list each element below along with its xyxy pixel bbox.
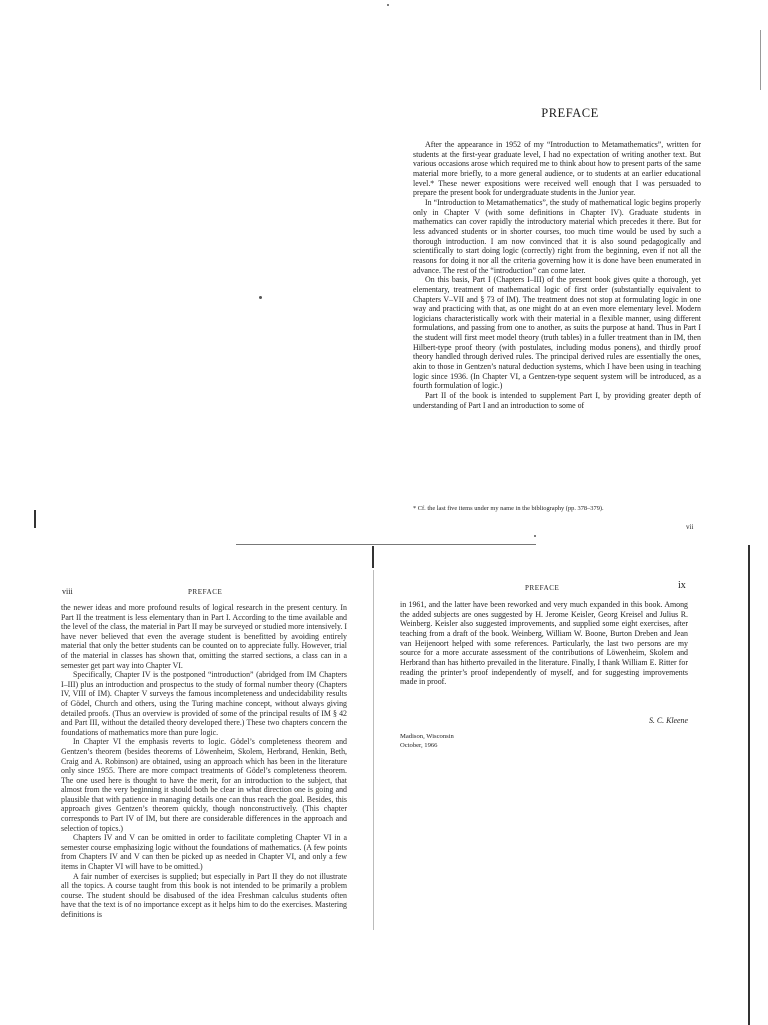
paragraph: in 1961, and the latter have been reworked and very much expanded in this book. Among the added subjects are ones suggested by H. Jerome Keisler, Georg Kreisel and Julius R. Weinberg. Keisler also suggested improvements, and supplied some eight exercises, after teaching from a draft of the book. Weinberg, William W. Boone, Burton Dreben and Jean van Heijenoort helped with some references. Particularly, the last two persons are my source for a more accurate assessment of the contributions of Löwenheim, Skolem and Herbrand than has hitherto prevailed in the literature. Finally, I thank William E. Ritter for reading the printer’s proof independently of myself, and for suggesting improvements made in proof.	[400, 600, 688, 687]
paragraph: Part II of the book is intended to supplement Part I, by providing greater depth of understanding of Part I and an introduction to some of	[413, 391, 701, 410]
scan-left-mark	[34, 510, 36, 528]
place: Madison, Wisconsin	[400, 733, 454, 740]
paragraph: In Chapter VI the emphasis reverts to logic. Gödel’s completeness theorem and Gentzen’s theorem (besides theorems of Löwenheim, Skolem, Herbrand, Henkin, Beth, Craig and A. Robinson) are obtained, using an approach which has been in the literature only since 1955. There are more compact treatments of Gödel’s completeness theorem. The one used here is thought to have the merit, for an introduction to the subject, that almost from the very beginning it should both be clear in what direction one is going and plausible that with patience in managing details one can thus reach the goal. Besides, this approach gives Gentzen’s theorem quickly, though nonconstructively. (This chapter corresponds to Part IV of IM, but there are considerable differences in the approach and selection of topics.)	[61, 737, 347, 833]
paragraph: After the appearance in 1952 of my “Introduction to Metamathematics”, written for students at the first-year graduate level, I had no expectation of writing another text. But various occasions arose which required me to think about how to present parts of the same material more briefly, to a more general audience, or to students at an earlier educational level.* These newer expositions were received well enough that I was persuaded to prepare the present book for undergraduate students in the Junior year.	[413, 140, 701, 198]
top-page-body	[413, 140, 701, 410]
paragraph: In “Introduction to Metamathematics”, the study of mathematical logic begins properly only in Chapter V (with some definitions in Chapter IV). Graduate students in mathematics can cover rapidly the introductory material which precedes it there. But for less advanced students or in shorter courses, too much time would be used by such a thorough introduction. I am now convinced that it is also sound pedagogically and scientifically to start doing logic (correctly) right from the beginning, even if not all the reasons for doing it nor all the criteria governing how it is done have been enumerated in advance. The rest of the “introduction” can come later.	[413, 197, 701, 275]
right-page-body	[400, 600, 688, 687]
running-header: PREFACE	[188, 588, 223, 596]
paragraph: the newer ideas and more profound results of logical research in the present century. In Part II the treatment is less elementary than in Part I. According to the time available and the level of the class, the material in Part II may be surveyed or studied more intensively. I have never believed that even the average student is benefitted by avoiding entirely material that only the better students can be counted on to appreciate fully. However, trial of the material in classes has shown that, omitting the starred sections, a class can in a semester get part way into Chapter VI.	[61, 603, 347, 670]
scan-fold-line	[236, 544, 536, 545]
author-signature: S. C. Kleene	[648, 716, 688, 725]
scan-top-right-mark	[760, 30, 761, 90]
page-number: ix	[678, 580, 686, 591]
left-page-body	[61, 603, 347, 920]
scan-speck	[387, 4, 389, 6]
paragraph: Specifically, Chapter IV is the postponed “introduction” (abridged from IM Chapters I–III) plus an introduction and prospectus to the study of formal number theory (Chapters IV, VIII of IM). Chapter V surveys the famous incompleteness and undecidability results of Gödel, Church and others, using the Turing machine concept, without always giving detailed proofs. (Thus an overview is provided of some of the principal results of IM § 42 and Part III, without the detailed theory developed there.) These two chapters concern the foundations of mathematics more than pure logic.	[61, 670, 347, 737]
running-header: PREFACE	[525, 584, 560, 592]
scan-gutter-line	[372, 546, 374, 568]
scan-speck	[534, 535, 536, 537]
paragraph: Chapters IV and V can be omitted in order to facilitate completing Chapter VI in a semester course emphasizing logic without the foundations of mathematics. (A few points from Chapters IV and V can then be picked up as needed in Chapter VI, and only a few items in Chapter VI will have to be omitted.)	[61, 833, 347, 872]
paragraph: A fair number of exercises is supplied; but especially in Part II they do not illustrate all the topics. A course taught from this book is not intended to be primarily a problem course. The student should be disabused of the idea Freshman calculus students often have that the text is of no importance except as it helps him to do the exercises. Mastering definitions is	[61, 871, 347, 919]
scan-speck	[259, 296, 262, 299]
paragraph: On this basis, Part I (Chapters I–III) of the present book gives quite a thorough, yet elementary, treatment of mathematical logic of first order (substantially equivalent to Chapters V–VII and § 73 of IM). The treatment does not stop at formulating logic in one way and practicing with that, as one might do at an even more elementary level. Modern logicians characteristically work with their material in a flexible manner, using different formulations, and passing from one to another, as suits the purpose at hand. Thus in Part I the student will first meet model theory (truth tables) in a fuller treatment than in IM, then Hilbert-type proof theory (with postulates, including modus ponens), and thirdly proof theory handled through derived rules. The principal derived rules are essentially the ones, akin to those in Gentzen’s natural deduction systems, which I have been using in teaching logic since 1936. (In Chapter VI, a Gentzen-type sequent system will be introduced, as a fourth formulation of logic.)	[413, 275, 701, 391]
page-number: viii	[62, 587, 73, 596]
scan-gutter-faint-line	[373, 570, 374, 930]
page-number: vii	[686, 523, 694, 531]
footnote: * Cf. the last five items under my name in the bibliography (pp. 378–379).	[413, 505, 604, 512]
place-and-date	[400, 733, 454, 750]
page-title: PREFACE	[541, 106, 599, 120]
date: October, 1966	[400, 741, 438, 749]
scan-right-edge-line	[748, 545, 750, 1025]
